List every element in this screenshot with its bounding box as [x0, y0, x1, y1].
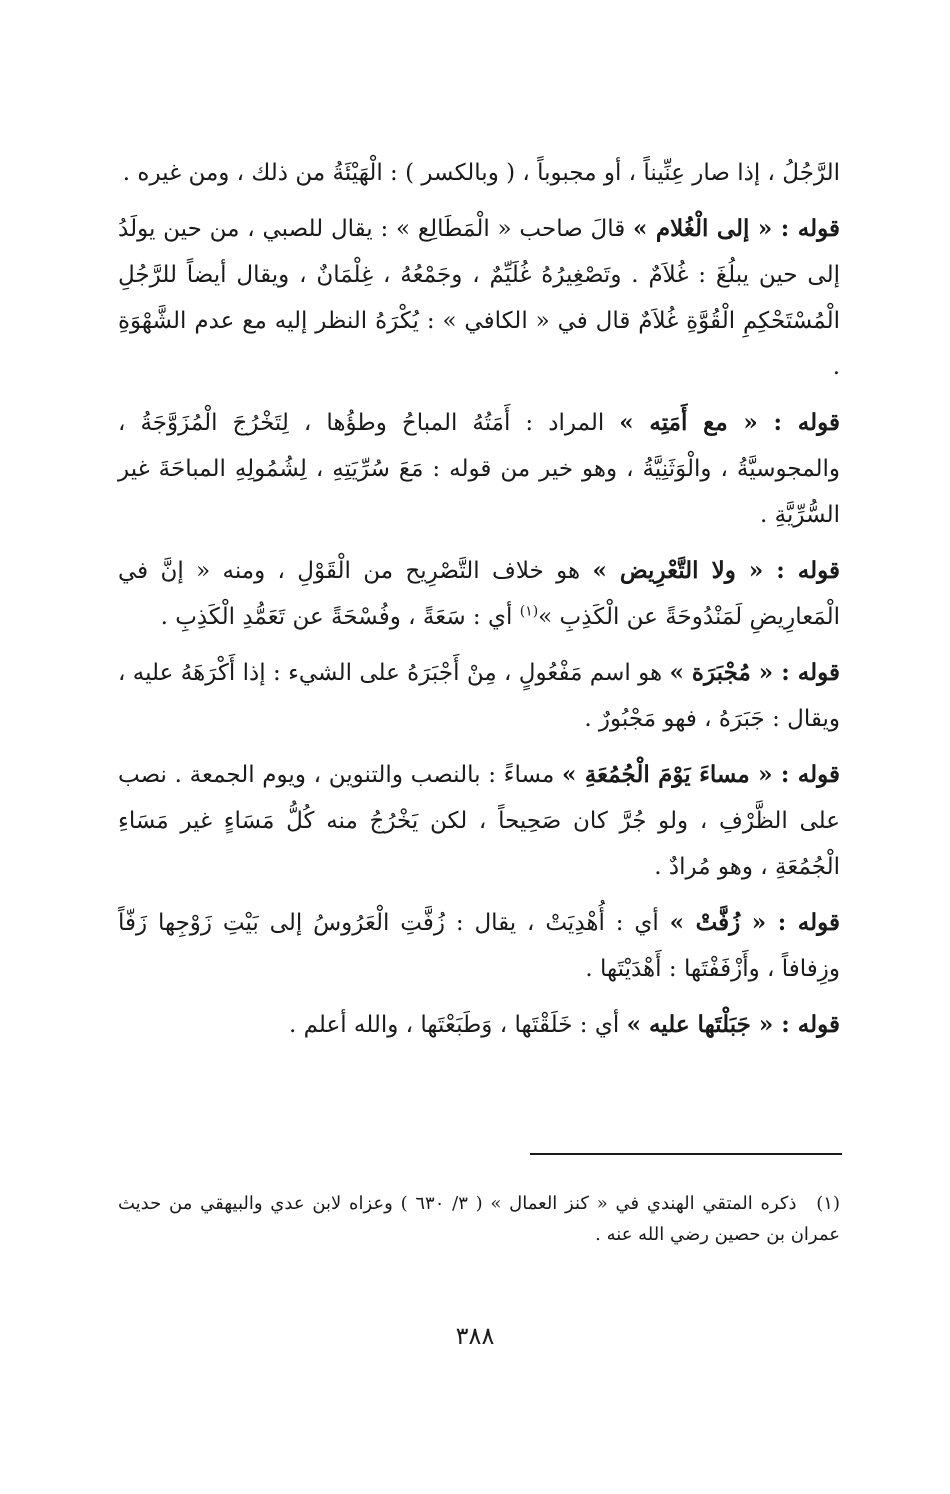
entry-heading: قوله : « جَبَلْتَها عليه »: [626, 1011, 840, 1038]
paragraph-4: [118, 548, 840, 640]
footnote-reference: (١): [519, 603, 539, 620]
paragraph-6: [118, 752, 840, 890]
main-text: [118, 150, 840, 1058]
footnote: [118, 1188, 840, 1250]
paragraph-text: أي : خَلَقْتَها ، وَطَبَعْتَها ، والله أعلم .: [288, 1012, 620, 1038]
entry-heading: قوله : « مساءَ يَوْمَ الْجُمُعَةِ »: [562, 761, 841, 788]
entry-heading: قوله : « إلى الْغُلام »: [633, 215, 840, 242]
footnote-text: ذكره المتقي الهندي في « كنز العمال » ( ٣/ ٦٣٠ ) وعزاه لابن عدي والبيهقي من حديث عمران بن حصين رضي الله عنه .: [118, 1193, 840, 1245]
paragraph-text: قالَ صاحب « الْمَطَالِع » : يقال للصبي ، من حين يولَدُ إلى حين يبلُغَ : غُلاَمٌ . وتَصْغِيرُهُ غُلَيِّمٌ ، وجَمْعُهُ ، غِلْمَانٌ ، ويقال أيضاً للرَّجُلِ الْمُسْتَحْكِمِ الْقُوَّةِ غُلاَمٌ قال في « الكافي » : يُكْرَهُ النظر إليه مع عدم الشَّهْوَةِ .: [118, 216, 840, 380]
footnote-divider: [530, 1153, 842, 1155]
entry-heading: قوله : « ولا التَّعْرِيض »: [592, 557, 841, 584]
paragraph-text: هو خلاف التَّصْرِيح من الْقَوْلِ ، ومنه « إنَّ في الْمَعارِيضِ لَمَنْدُوحَةً عن الْكَذِبِ »: [118, 558, 840, 630]
paragraph-text: أي : أُهْدِيَتْ ، يقال : زُفَّتِ الْعَرُوسُ إلى بَيْتِ زَوْجِها زَفّاً وزِفافاً ، وأَزْفَفْتَها : أَهْدَيْتَها .: [118, 910, 840, 982]
paragraph-1: [118, 150, 840, 196]
paragraph-7: [118, 900, 840, 992]
paragraph-2: [118, 206, 840, 390]
paragraph-text: الرَّجُلُ ، إذا صار عِنِّيناً ، أو مجبوباً ، ( وبالكسر ) : الْهَيْئَةُ من ذلك ، ومن غيره .: [122, 160, 840, 186]
footnote-number: (١): [816, 1193, 840, 1214]
paragraph-text-tail: أي : سَعَةً ، وفُسْحَةً عن تَعَمُّدِ الْكَذِبِ .: [160, 604, 520, 630]
entry-heading: قوله : « مع أَمَتِه »: [619, 409, 840, 436]
paragraph-text: المراد : أَمَتُهُ المباحُ وطؤُها ، لِتَخْرُجَ الْمُزَوَّجَةُ ، والمجوسيَّةُ ، والْوَثَنِيَّةُ ، وهو خير من قوله : مَعَ سُرِّيَتِهِ ، لِشُمُولِهِ المباحَةَ غير السُّرِّيَّةِ .: [118, 410, 840, 528]
entry-heading: قوله : « مُجْبَرَة »: [669, 659, 840, 686]
paragraph-5: [118, 650, 840, 742]
entry-heading: قوله : « زُفَّتْ »: [669, 909, 840, 936]
paragraph-text: هو اسم مَفْعُولٍ ، مِنْ أَجْبَرَهُ على الشيء : إذا أَكْرَهَهُ عليه ، ويقال : جَبَرَهُ ، فهو مَجْبُورٌ .: [118, 660, 840, 732]
paragraph-8: [118, 1002, 840, 1048]
paragraph-3: [118, 400, 840, 538]
page-number: ٣٨٨: [455, 1322, 495, 1350]
paragraph-text: مساءً : بالنصب والتنوين ، ويوم الجمعة . نصب على الظَّرْفِ ، ولو جُرَّ كان صَحِيحاً ، لكن يَخْرُجُ منه كُلُّ مَسَاءٍ غير مَسَاءِ الْجُمُعَةِ ، وهو مُرادٌ .: [118, 762, 840, 880]
